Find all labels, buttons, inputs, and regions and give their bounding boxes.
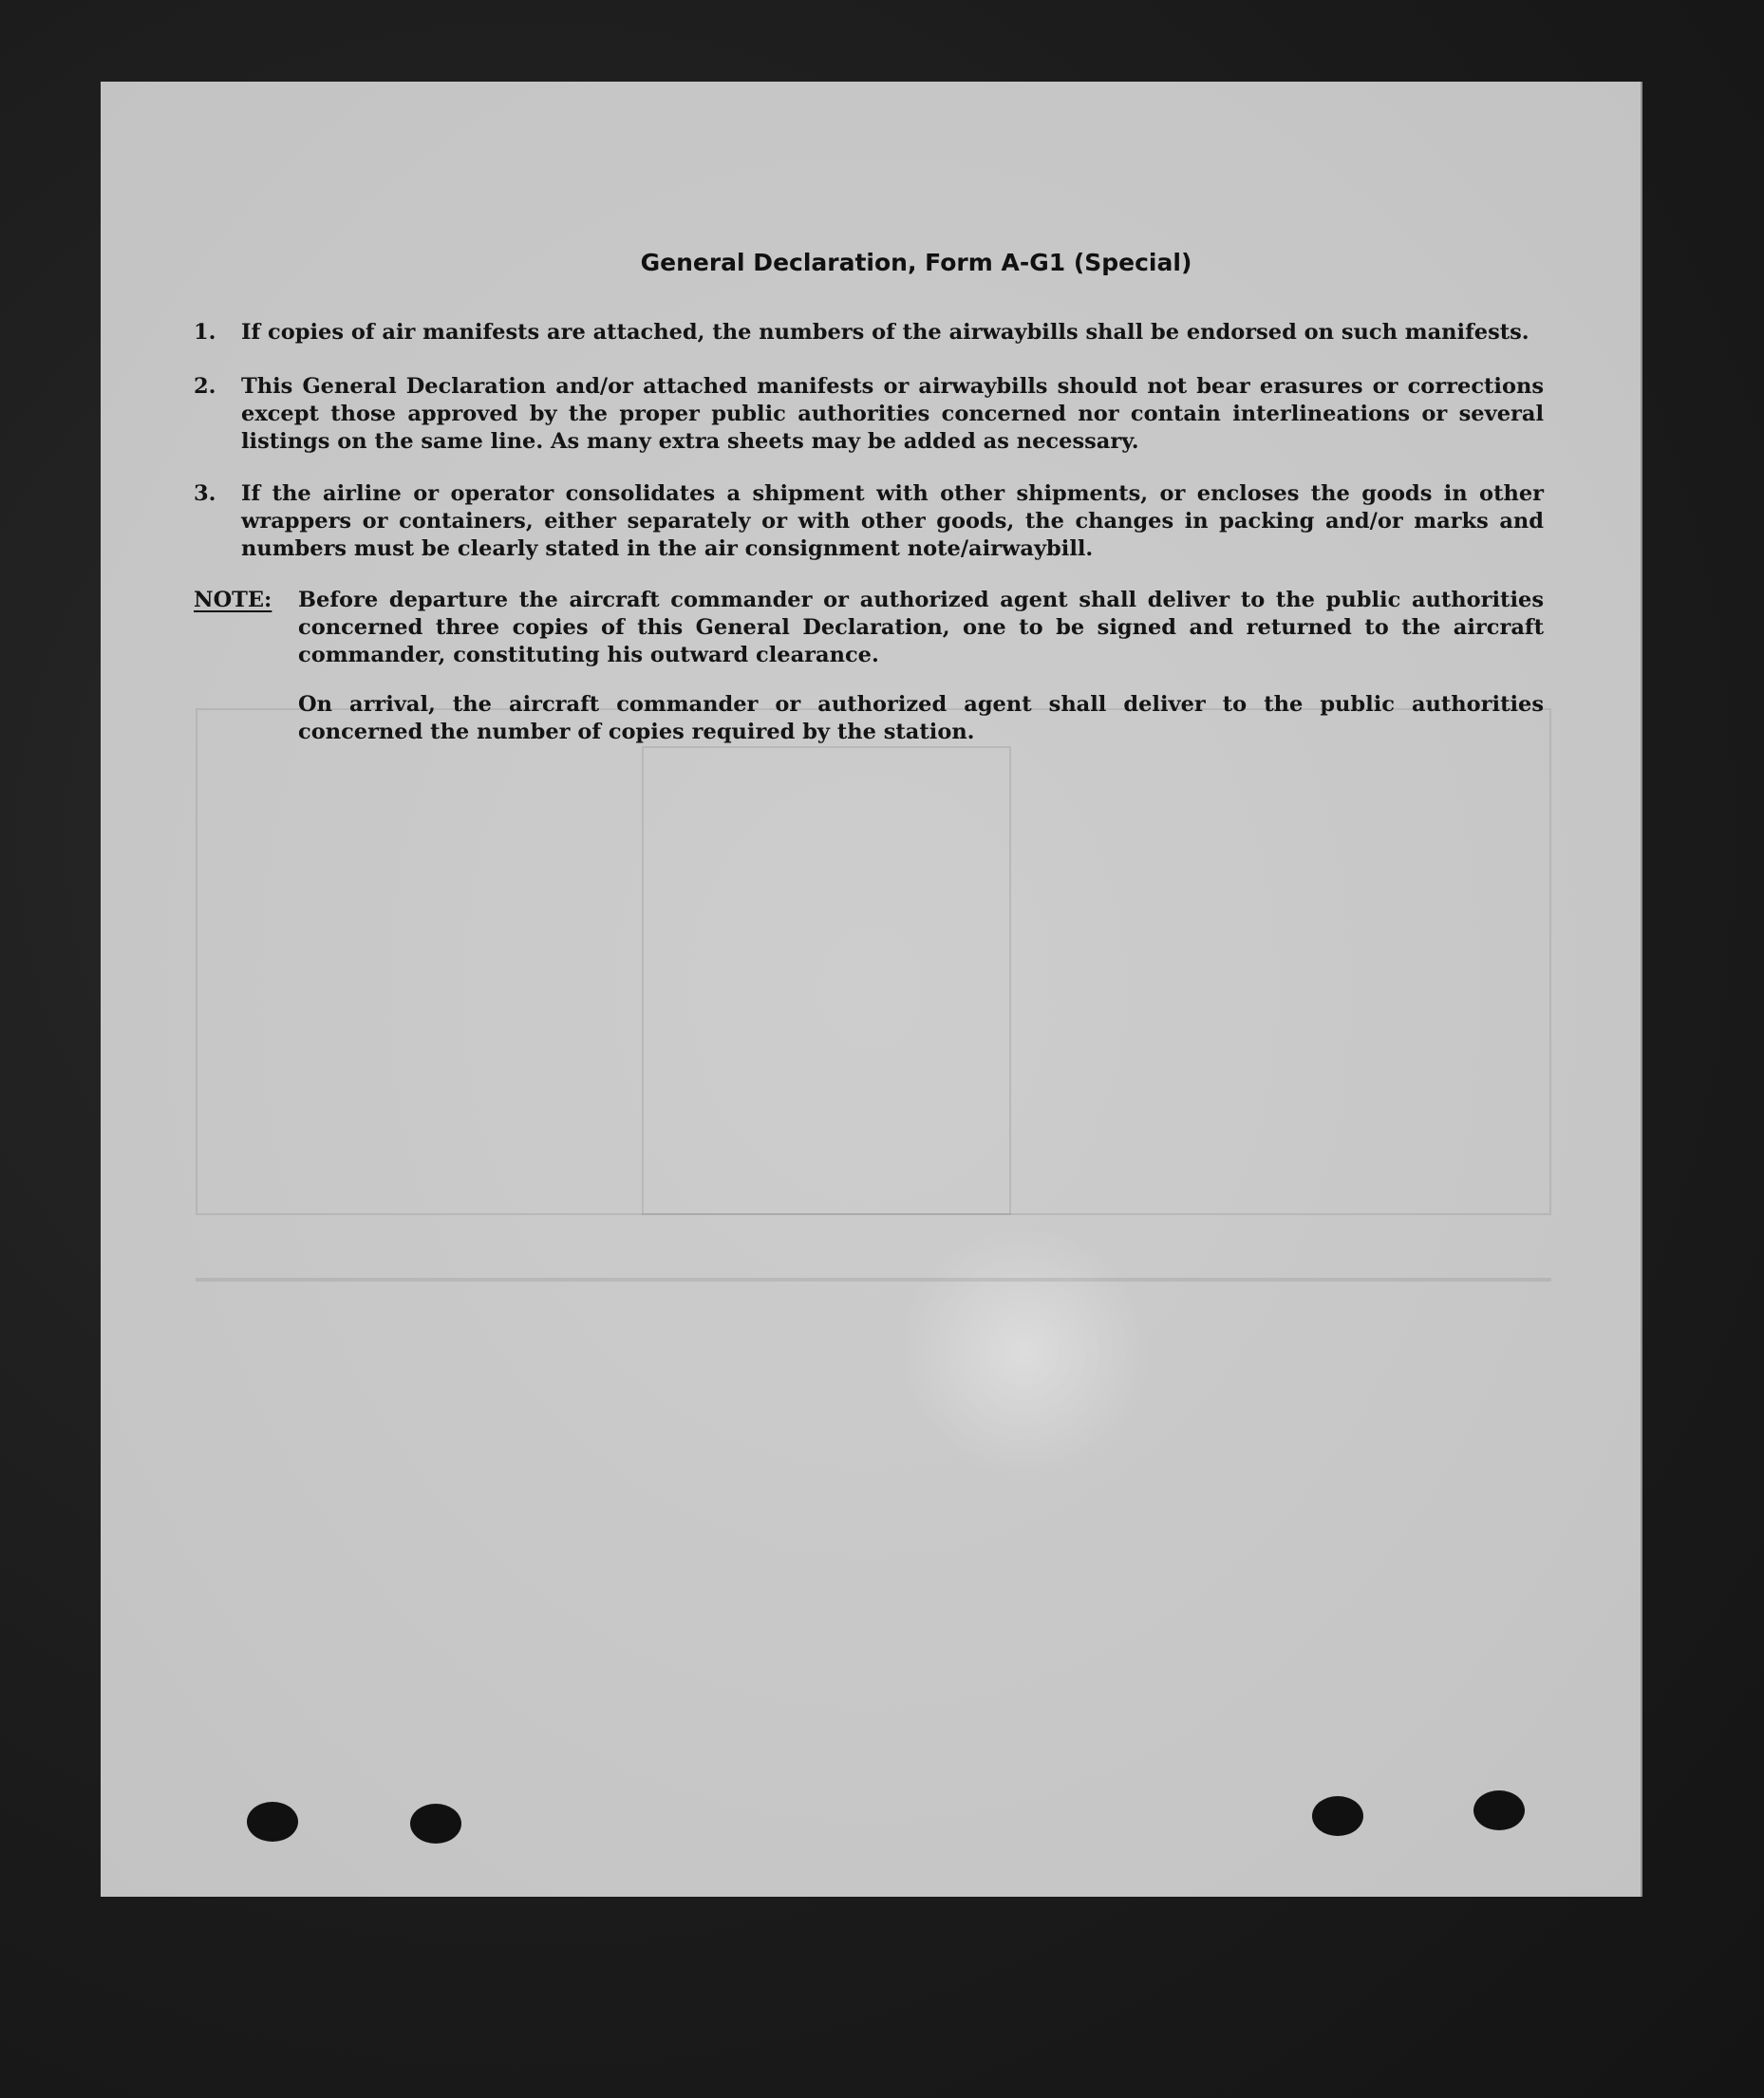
- item-number: 3.: [194, 481, 216, 506]
- item-text: This General Declaration and/or attached manifests or airwaybills should not bear erasures or corrections except those approved by the proper public authorities concerned nor contain interlineations or several listings on the same line. As many extra sheets may be added as necessary.: [241, 374, 1544, 454]
- punch-hole-left-1: [247, 1802, 298, 1842]
- note-paragraph-2: On arrival, the aircraft commander or authorized agent shall deliver to the public authorities concerned the number of copies required by the station.: [298, 692, 1544, 744]
- note-paragraph-1: Before departure the aircraft commander or authorized agent shall deliver to the public authorities concerned three copies of this General Declaration, one to be signed and returned to the aircraft commander, constituting his outward clearance.: [298, 588, 1544, 667]
- ghost-table-column: [642, 746, 1011, 1215]
- document-sheet: [101, 82, 1641, 1897]
- item-text: If the airline or operator consolidates a shipment with other shipments, or encloses the goods in other wrappers or containers, either separately or with other goods, the changes in packing and/or marks and numbers must be clearly stated in the air consignment note/airwaybill.: [241, 481, 1544, 561]
- item-text: If copies of air manifests are attached, the numbers of the airwaybills shall be endorsed on such manifests.: [241, 320, 1529, 345]
- sheet-edge: [1641, 82, 1642, 1897]
- item-number: 1.: [194, 320, 216, 345]
- document-title: General Declaration, Form A-G1 (Special): [640, 249, 1192, 276]
- item-number: 2.: [194, 374, 216, 399]
- ghost-rule: [196, 1278, 1551, 1282]
- note-label: NOTE:: [194, 588, 272, 612]
- punch-hole-left-2: [410, 1804, 461, 1844]
- punch-hole-right-2: [1473, 1790, 1525, 1830]
- punch-hole-right-1: [1312, 1796, 1363, 1836]
